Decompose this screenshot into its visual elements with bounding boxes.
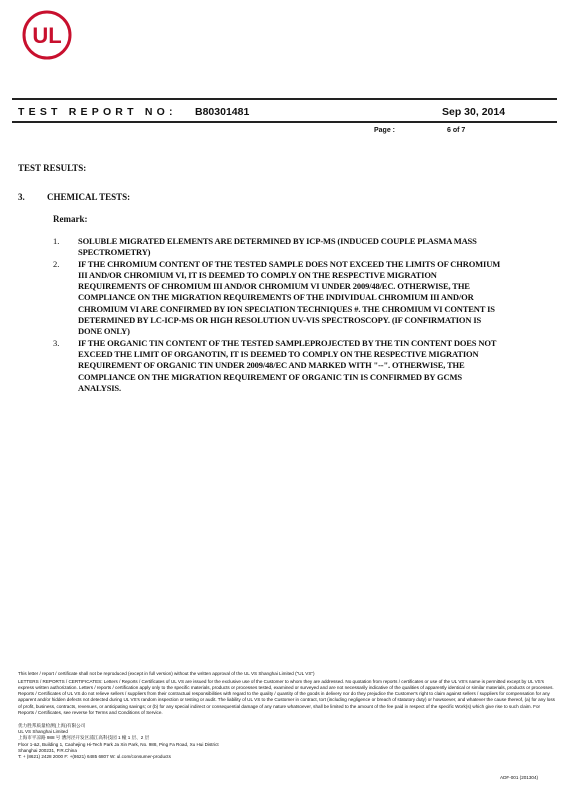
section-title: CHEMICAL TESTS: <box>47 192 131 202</box>
section-number: 3. <box>18 192 25 202</box>
address-en: Floor 1-&2, Building 1, Caohejing Hi-Tech Park Ja Xin Park, No. 988, Ping Fa Road, Xu Hui District <box>18 741 219 747</box>
results-title: TEST RESULTS: <box>18 163 87 173</box>
remark-label: Remark: <box>53 214 88 224</box>
ul-logo-icon <box>22 10 72 60</box>
contact-info: T: + (8621) 2428 2000 F: +(8621) 6485 6807 W: ul.com/consumer-products <box>18 753 171 759</box>
remark-number: 2. <box>53 258 60 269</box>
company-address <box>18 723 556 760</box>
report-date: Sep 30, 2014 <box>442 106 506 118</box>
report-number-label: TEST REPORT NO: <box>18 106 177 118</box>
remark-text: SOLUBLE MIGRATED ELEMENTS ARE DETERMINED BY ICP-MS (INDUCED COUPLE PLASMA MASS SPECTROMETRY) <box>78 236 477 258</box>
legal-footer <box>18 671 556 760</box>
company-name-cn: 优力胜邦质量检测(上海)有限公司 <box>18 722 86 728</box>
company-name-en: UL VS Shanghai Limited <box>18 729 68 735</box>
form-code: ADF-001 (201304) <box>500 775 539 780</box>
page-label: Page : <box>374 127 396 134</box>
header-bottom-rule <box>12 121 557 123</box>
ul-logo <box>22 10 72 60</box>
remark-item <box>53 338 513 394</box>
remark-number: 3. <box>53 337 60 348</box>
remark-list <box>53 236 513 394</box>
page-number: 6 of 7 <box>447 127 466 134</box>
report-number: B80301481 <box>195 106 250 118</box>
terms-text: LETTERS / REPORTS / CERTIFICATES: Letters / Reports / Certificates of UL VS are issued for the exclusive use of the Customer to whom they are addressed. No quotation from reports / certificates or use of the UL VS's name is permitted except by UL VS's express written authorization. Letters / reports / certification apply only to the specific materials, products or processes tested, examined or surveyed and are not necessarily indicative of the qualities of apparently identical or similar materials, products or processes. Reports / Certificates of UL VS do not relieve sellers / suppliers from their contractual responsibilities with regard to the quality / quantity of the goods in delivery nor do they prejudice the Customer's right to claim against sellers / suppliers for compensation for any apparent and/or hidden defects not detected during UL VS's random inspection or testing or audit. The liability of UL VS to the Customer in contract, tort (including negligence or breach of statutory duty) or howsoever, and whatever the cause thereof, (a) for any loss of profit, business, contracts, revenues, or anticipating savings; or (b) for any special indirect or consequential damage of any nature whatsoever, shall be limited to the amount of the fee paid in respect of the specific Work(s) which give rise to such claim. For Reports / Certificates, see reverse for Terms and Conditions of Service. <box>18 678 555 715</box>
address-city: Shanghai 200231, P.R.China <box>18 747 77 753</box>
remark-item <box>53 259 513 338</box>
remark-text: IF THE CHROMIUM CONTENT OF THE TESTED SAMPLE DOES NOT EXCEED THE LIMITS OF CHROMIUM III AND/OR CHROMIUM VI, IT IS DEEMED TO COMPLY ON THE RESPECTIVE MIGRATION REQUIREMENTS OF CHROMIUM III AND/OR CHROMIUM VI UNDER 2009/48/EC. OTHERWISE, THE COMPLIANCE ON THE MIGRATION REQUIREMENTS OF THE INDIVIDUAL CHROMIUM III AND/OR CHROMIUM VI ARE CONFIRMED BY ION SPECIATION TECHNIQUES #. THE CHROMIUM VI CONTENT IS DETERMINED BY LC-ICP-MS OR HIGH RESOLUTION UV-VIS SPECTROSCOPY. (IF CONFIRMATION IS DONE ONLY) <box>78 258 501 337</box>
logo-text: UL <box>32 23 62 48</box>
header-top-rule <box>12 98 557 100</box>
remark-item <box>53 236 513 259</box>
remark-number: 1. <box>53 236 60 246</box>
remark-text: IF THE ORGANIC TIN CONTENT OF THE TESTED SAMPLEPROJECTED BY THE TIN CONTENT DOES NOT EXCEED THE LIMIT OF ORGANOTIN, IT IS DEEMED TO COMPLY ON THE RESPECTIVE MIGRATION REQUIREMENT OF ORGANIC TIN UNDER 2009/48/EC AND MARKED WITH "--". OTHERWISE, THE COMPLIANCE ON THE MIGRATION REQUIREMENT OF ORGANIC TIN IS CONFIRMED BY GCMS ANALYSIS. <box>78 337 497 393</box>
reproduction-notice: This letter / report / certificate shall not be reproduced (except in full version) without the written approval of the UL VS Shanghai Limited ("UL VS") <box>18 671 315 676</box>
address-cn: 上海市平凉路 988 号 漕河泾开发区浦江高科技园 1 幢 1 层、2 层 <box>18 735 150 741</box>
